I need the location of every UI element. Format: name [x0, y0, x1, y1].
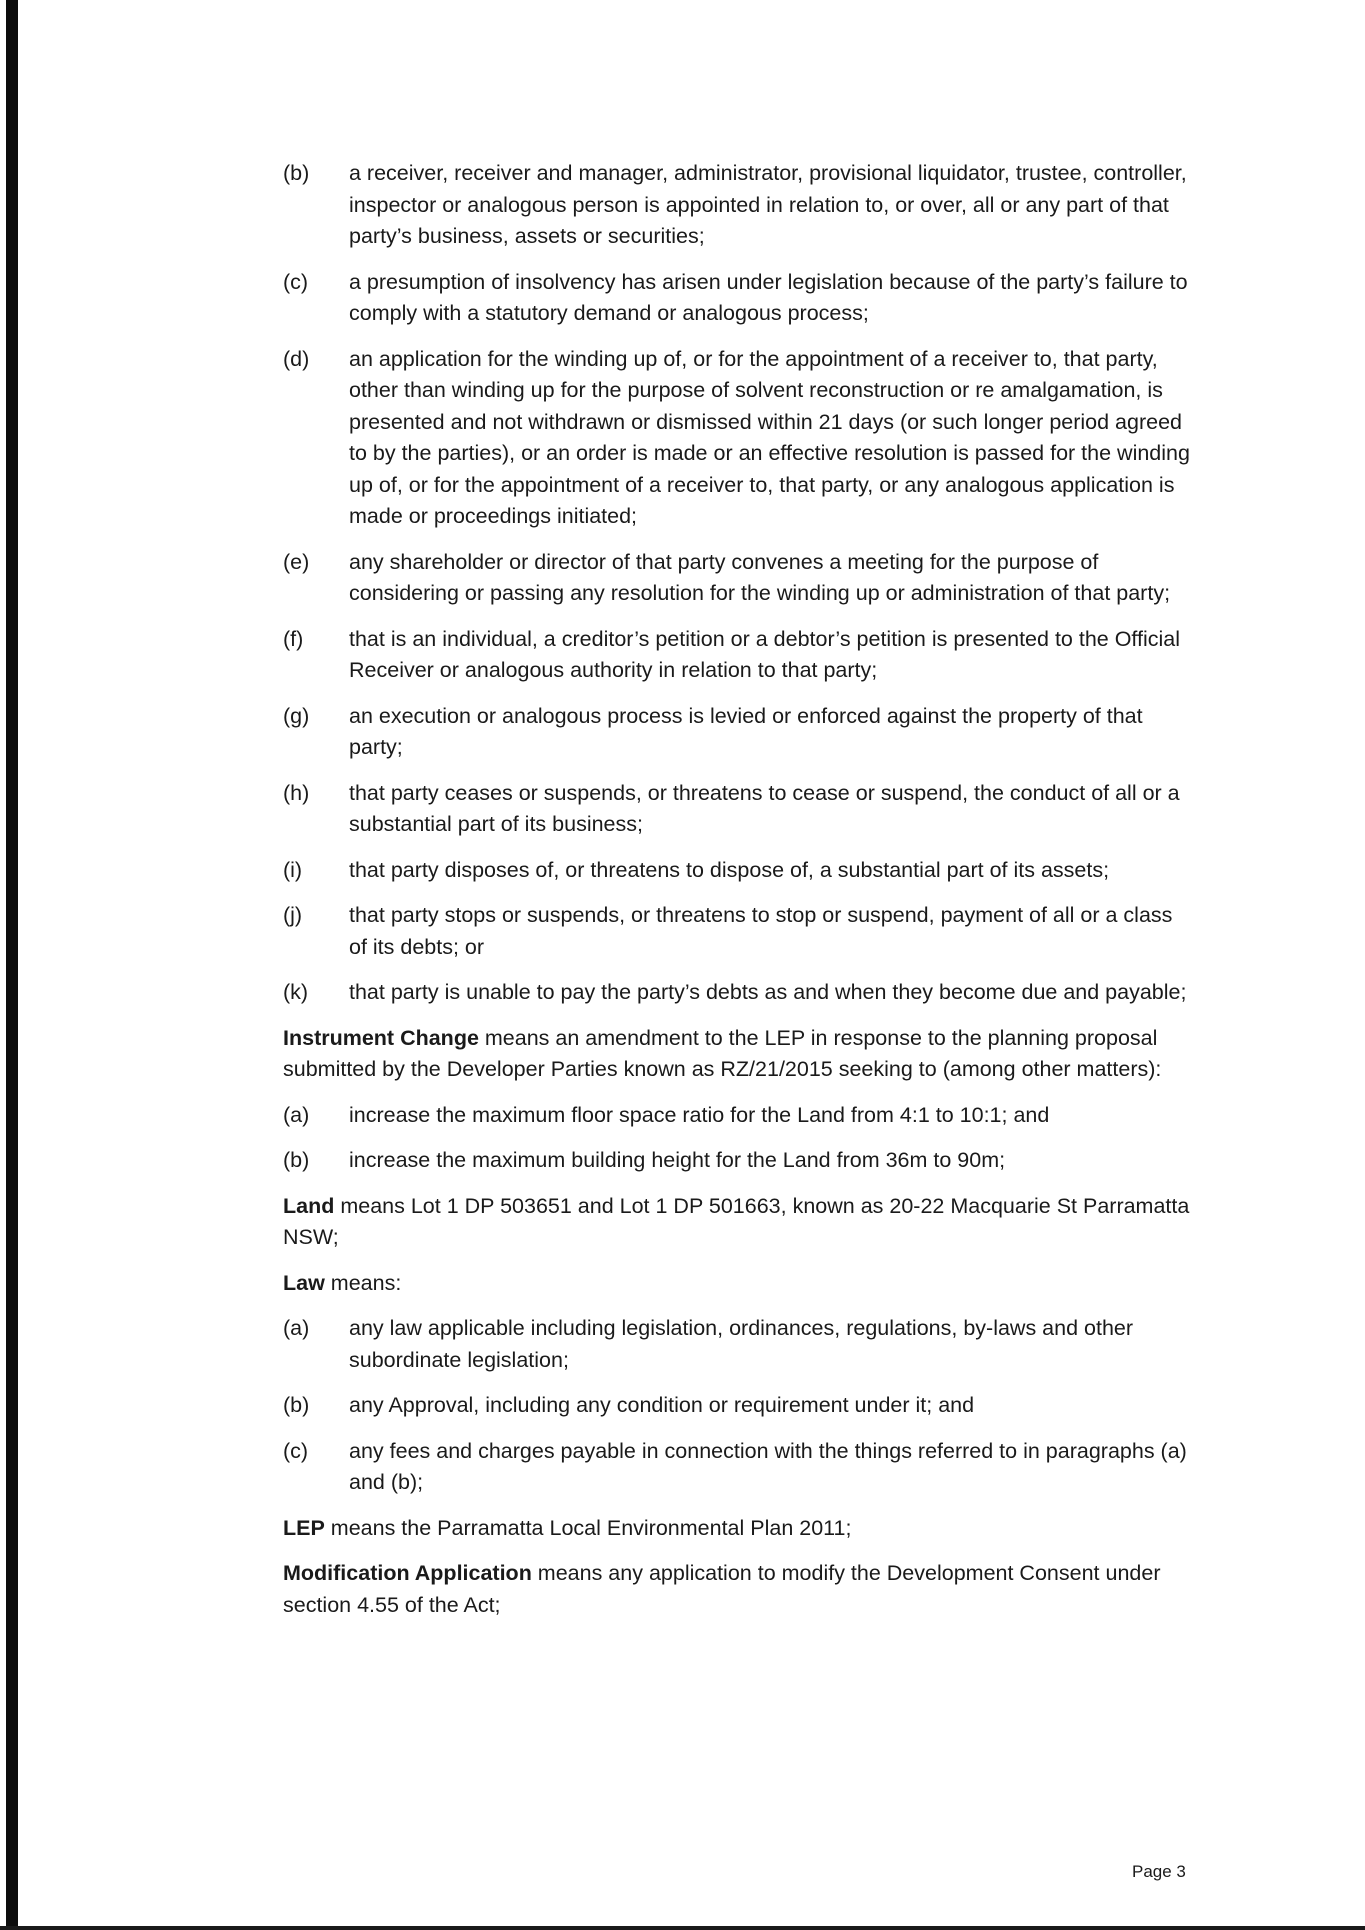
list-label: (k): [283, 980, 309, 1004]
list-text: increase the maximum floor space ratio for the Land from 4:1 to 10:1; and: [349, 1102, 1050, 1127]
defined-term: LEP: [283, 1515, 325, 1540]
list-text: any law applicable including legislation, ordinances, regulations, by-laws and other subordinate legislation;: [349, 1316, 1134, 1372]
list-text: a receiver, receiver and manager, administrator, provisional liquidator, trustee, controller, inspector or analogous person is appointed in relation to, or over, all or any part of that party’s business, assets or securities;: [349, 161, 1187, 248]
law-item-a: [283, 1313, 1195, 1376]
scan-edge-bottom: [0, 1926, 1365, 1930]
list-label: (a): [283, 1102, 310, 1127]
list-item-i: [283, 855, 1195, 887]
list-item-g: [283, 701, 1195, 764]
definition-modification-application: [283, 1558, 1195, 1621]
list-label: (b): [283, 161, 310, 185]
law-item-b: [283, 1390, 1195, 1422]
defined-term: Modification Application: [283, 1561, 532, 1585]
defined-term: Law: [283, 1270, 325, 1295]
list-item-b: [283, 158, 1195, 253]
list-label: (h): [283, 780, 310, 805]
list-item-j: [283, 900, 1195, 963]
definition-text: means an amendment to the LEP in response to the planning proposal submitted by the Developer Parties known as RZ/21/2015 seeking to (among other matters):: [283, 1025, 1162, 1081]
list-text: that party ceases or suspends, or threatens to cease or suspend, the conduct of all or a substantial part of its business;: [349, 780, 1180, 836]
list-label: (g): [283, 703, 310, 728]
list-item-c: [283, 267, 1195, 330]
list-text: any Approval, including any condition or requirement under it; and: [349, 1393, 975, 1417]
list-text: any fees and charges payable in connection with the things referred to in paragraphs (a) and (b);: [349, 1438, 1187, 1494]
definition-law: [283, 1268, 1195, 1300]
definition-land: [283, 1191, 1195, 1254]
list-text: that party is unable to pay the party’s debts as and when they become due and payable;: [349, 980, 1187, 1004]
list-label: (j): [283, 903, 303, 927]
list-item-d: [283, 344, 1195, 533]
list-text: that party disposes of, or threatens to dispose of, a substantial part of its assets;: [349, 857, 1110, 882]
list-text: that party stops or suspends, or threatens to stop or suspend, payment of all or a class of its debts; or: [349, 903, 1173, 959]
list-label: (d): [283, 346, 310, 371]
list-item-e: [283, 547, 1195, 610]
definition-lep: [283, 1513, 1195, 1545]
list-label: (c): [283, 269, 309, 294]
list-text: increase the maximum building height for the Land from 36m to 90m;: [349, 1148, 1006, 1172]
definition-instrument-change: [283, 1023, 1195, 1086]
definition-text: means any application to modify the Development Consent under section 4.55 of the Act;: [283, 1561, 1161, 1617]
list-item-f: [283, 624, 1195, 687]
list-label: (f): [283, 626, 304, 651]
page-number: Page 3: [1132, 1862, 1186, 1881]
list-item-k: [283, 977, 1195, 1009]
instrument-change-item-a: [283, 1100, 1195, 1132]
document-body: [283, 158, 1195, 1635]
list-text: that is an individual, a creditor’s petition or a debtor’s petition is presented to the Official Receiver or analogous authority in relation to that party;: [349, 626, 1181, 682]
scan-edge-left: [6, 0, 18, 1930]
defined-term: Land: [283, 1193, 335, 1218]
definition-text: means the Parramatta Local Environmental Plan 2011;: [324, 1515, 852, 1540]
list-label: (c): [283, 1438, 309, 1463]
list-item-h: [283, 778, 1195, 841]
defined-term: Instrument Change: [283, 1025, 479, 1050]
list-label: (a): [283, 1316, 310, 1340]
instrument-change-item-b: [283, 1145, 1195, 1177]
law-item-c: [283, 1436, 1195, 1499]
list-label: (i): [283, 857, 303, 882]
list-text: any shareholder or director of that party convenes a meeting for the purpose of considering or passing any resolution for the winding up or administration of that party;: [349, 549, 1171, 605]
list-label: (e): [283, 549, 310, 574]
list-text: an execution or analogous process is levied or enforced against the property of that party;: [349, 703, 1143, 759]
list-text: an application for the winding up of, or for the appointment of a receiver to, that party, other than winding up for the purpose of solvent reconstruction or re amalgamation, is presented and not withdrawn or dismissed within 21 days (or such longer period agreed to by the parties), or an order is made or an effective resolution is passed for the winding up of, or for the appointment of a receiver to, that party, or any analogous application is made or proceedings initiated;: [349, 346, 1190, 528]
list-text: a presumption of insolvency has arisen under legislation because of the party’s failure to comply with a statutory demand or analogous process;: [349, 269, 1188, 325]
definition-text: means Lot 1 DP 503651 and Lot 1 DP 501663, known as 20-22 Macquarie St Parramatta NSW;: [283, 1193, 1190, 1249]
definition-text: means:: [324, 1270, 402, 1295]
list-label: (b): [283, 1148, 310, 1172]
list-label: (b): [283, 1393, 310, 1417]
